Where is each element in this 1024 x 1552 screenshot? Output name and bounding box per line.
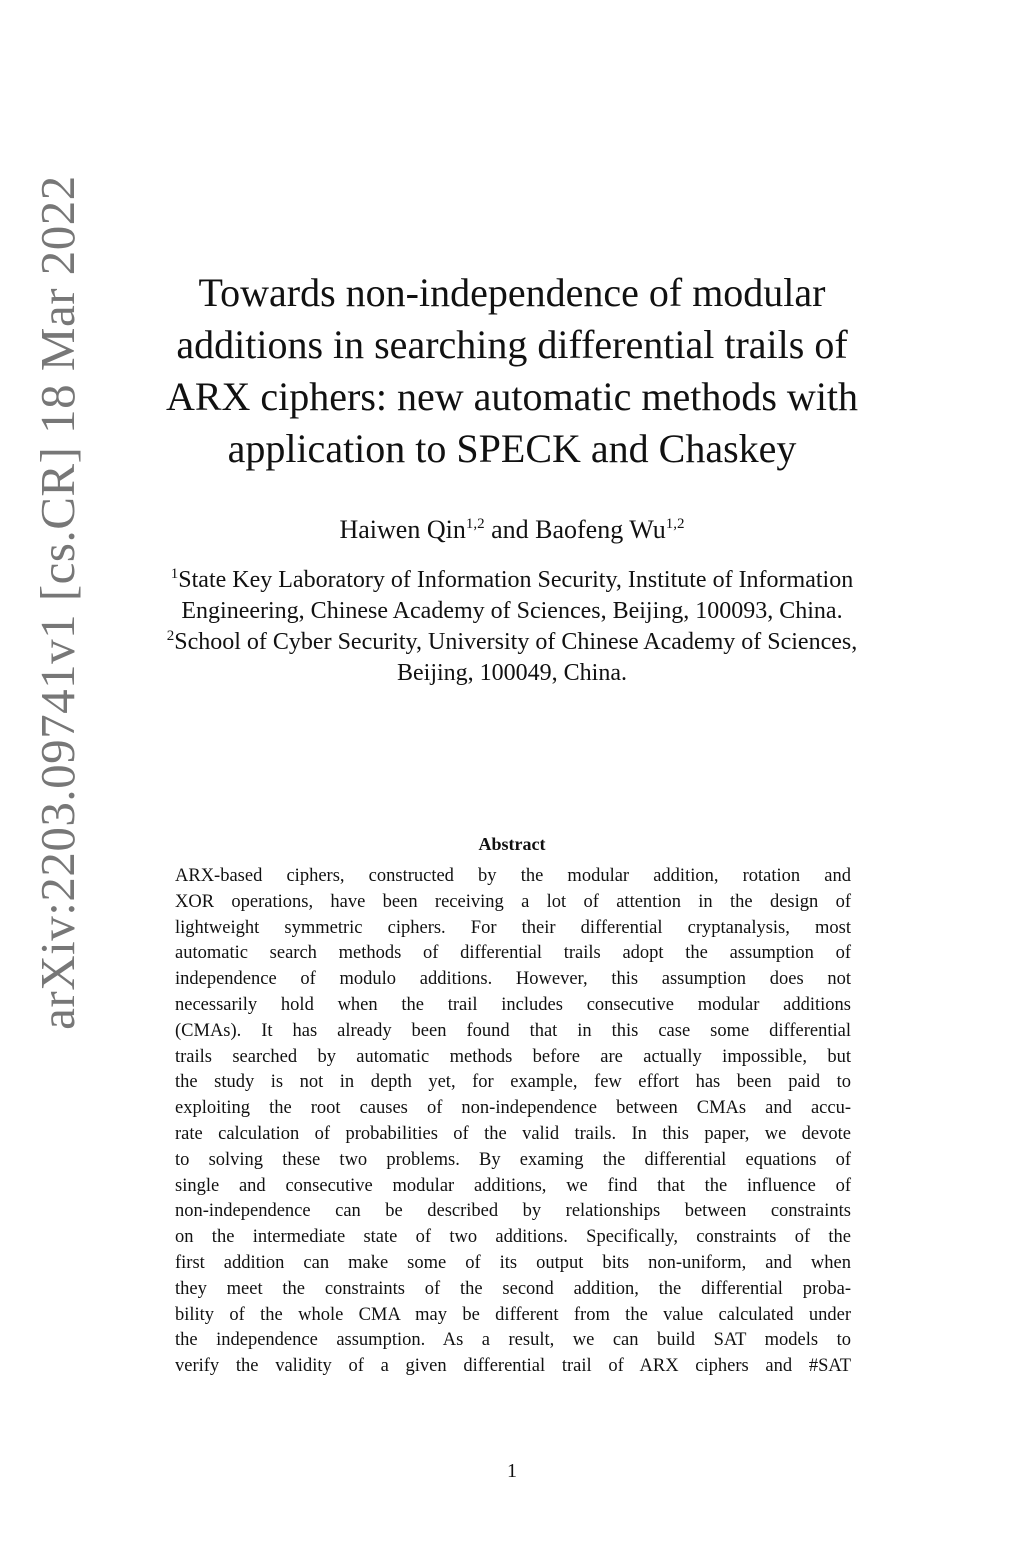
abstract-line: (CMAs). It has already been found that in this case some differential: [175, 1020, 851, 1041]
abstract-line: verify the validity of a given differential trail of ARX ciphers and #SAT: [175, 1356, 851, 1377]
author-affiliation-mark: 1,2: [665, 516, 685, 532]
abstract-line: single and consecutive modular additions, we find that the influence of: [175, 1175, 851, 1196]
author-name: Baofeng Wu: [535, 515, 666, 544]
abstract-line: bility of the whole CMA may be different from the value calculated under: [175, 1304, 851, 1325]
title-line: Towards non-independence of modular: [198, 270, 826, 315]
affiliation-item: [140, 627, 884, 689]
abstract-line: non-independence can be described by relationships between constraints: [175, 1201, 851, 1222]
abstract-line: XOR operations, have been receiving a lot of attention in the design of: [175, 891, 851, 912]
abstract-line: on the intermediate state of two additions. Specifically, constraints of the: [175, 1227, 851, 1248]
abstract-line: they meet the constraints of the second addition, the differential proba-: [175, 1278, 851, 1299]
affiliation-list: [140, 565, 884, 689]
abstract-line: automatic search methods of differential trails adopt the assumption of: [175, 943, 851, 964]
abstract-line: first addition can make some of its output bits non-uniform, and when: [175, 1252, 851, 1273]
author-affiliation-mark: 1,2: [465, 516, 485, 532]
abstract-heading: Abstract: [478, 834, 546, 854]
paper-title: [150, 267, 874, 475]
abstract-line: rate calculation of probabilities of the valid trails. In this paper, we devote: [175, 1123, 851, 1144]
abstract-line: trails searched by automatic methods before are actually impossible, but: [175, 1046, 851, 1067]
abstract-line: the study is not in depth yet, for example, few effort has been paid to: [175, 1072, 851, 1093]
page-number: 1: [507, 1460, 517, 1482]
affiliation-item: [140, 565, 884, 627]
author-conjunction: and: [491, 515, 529, 544]
affiliation-mark: 1: [170, 566, 179, 582]
abstract-line: exploiting the root causes of non-independence between CMAs and accu-: [175, 1098, 851, 1119]
abstract-line: the independence assumption. As a result, we can build SAT models to: [175, 1330, 851, 1351]
title-line: ARX ciphers: new automatic methods with: [165, 374, 859, 419]
title-line: additions in searching differential trails of: [176, 322, 848, 367]
affiliation-text: State Key Laboratory of Information Security, Institute of Information Engineering, Chinese Academy of Sciences, Beijing, 100093, China.: [178, 567, 854, 624]
arxiv-identifier-stamp: [28, 175, 86, 1030]
author-list: [150, 515, 874, 545]
abstract-body: [175, 864, 851, 1380]
title-line: application to SPECK and Chaskey: [227, 426, 797, 471]
abstract-line: necessarily hold when the trail includes consecutive modular additions: [175, 994, 851, 1015]
abstract-line: ARX-based ciphers, constructed by the modular addition, rotation and: [175, 866, 851, 886]
affiliation-text: School of Cyber Security, University of Chinese Academy of Sciences, Beijing, 100049, China.: [174, 629, 858, 686]
author-name: Haiwen Qin: [339, 515, 466, 544]
abstract-line: independence of modulo additions. However, this assumption does not: [175, 969, 851, 990]
affiliation-mark: 2: [166, 628, 175, 644]
arxiv-identifier-text: arXiv:2203.09741v1 [cs.CR] 18 Mar 2022: [29, 175, 85, 1030]
abstract-line: to solving these two problems. By examing the differential equations of: [175, 1149, 851, 1170]
abstract-line: lightweight symmetric ciphers. For their differential cryptanalysis, most: [175, 917, 851, 938]
